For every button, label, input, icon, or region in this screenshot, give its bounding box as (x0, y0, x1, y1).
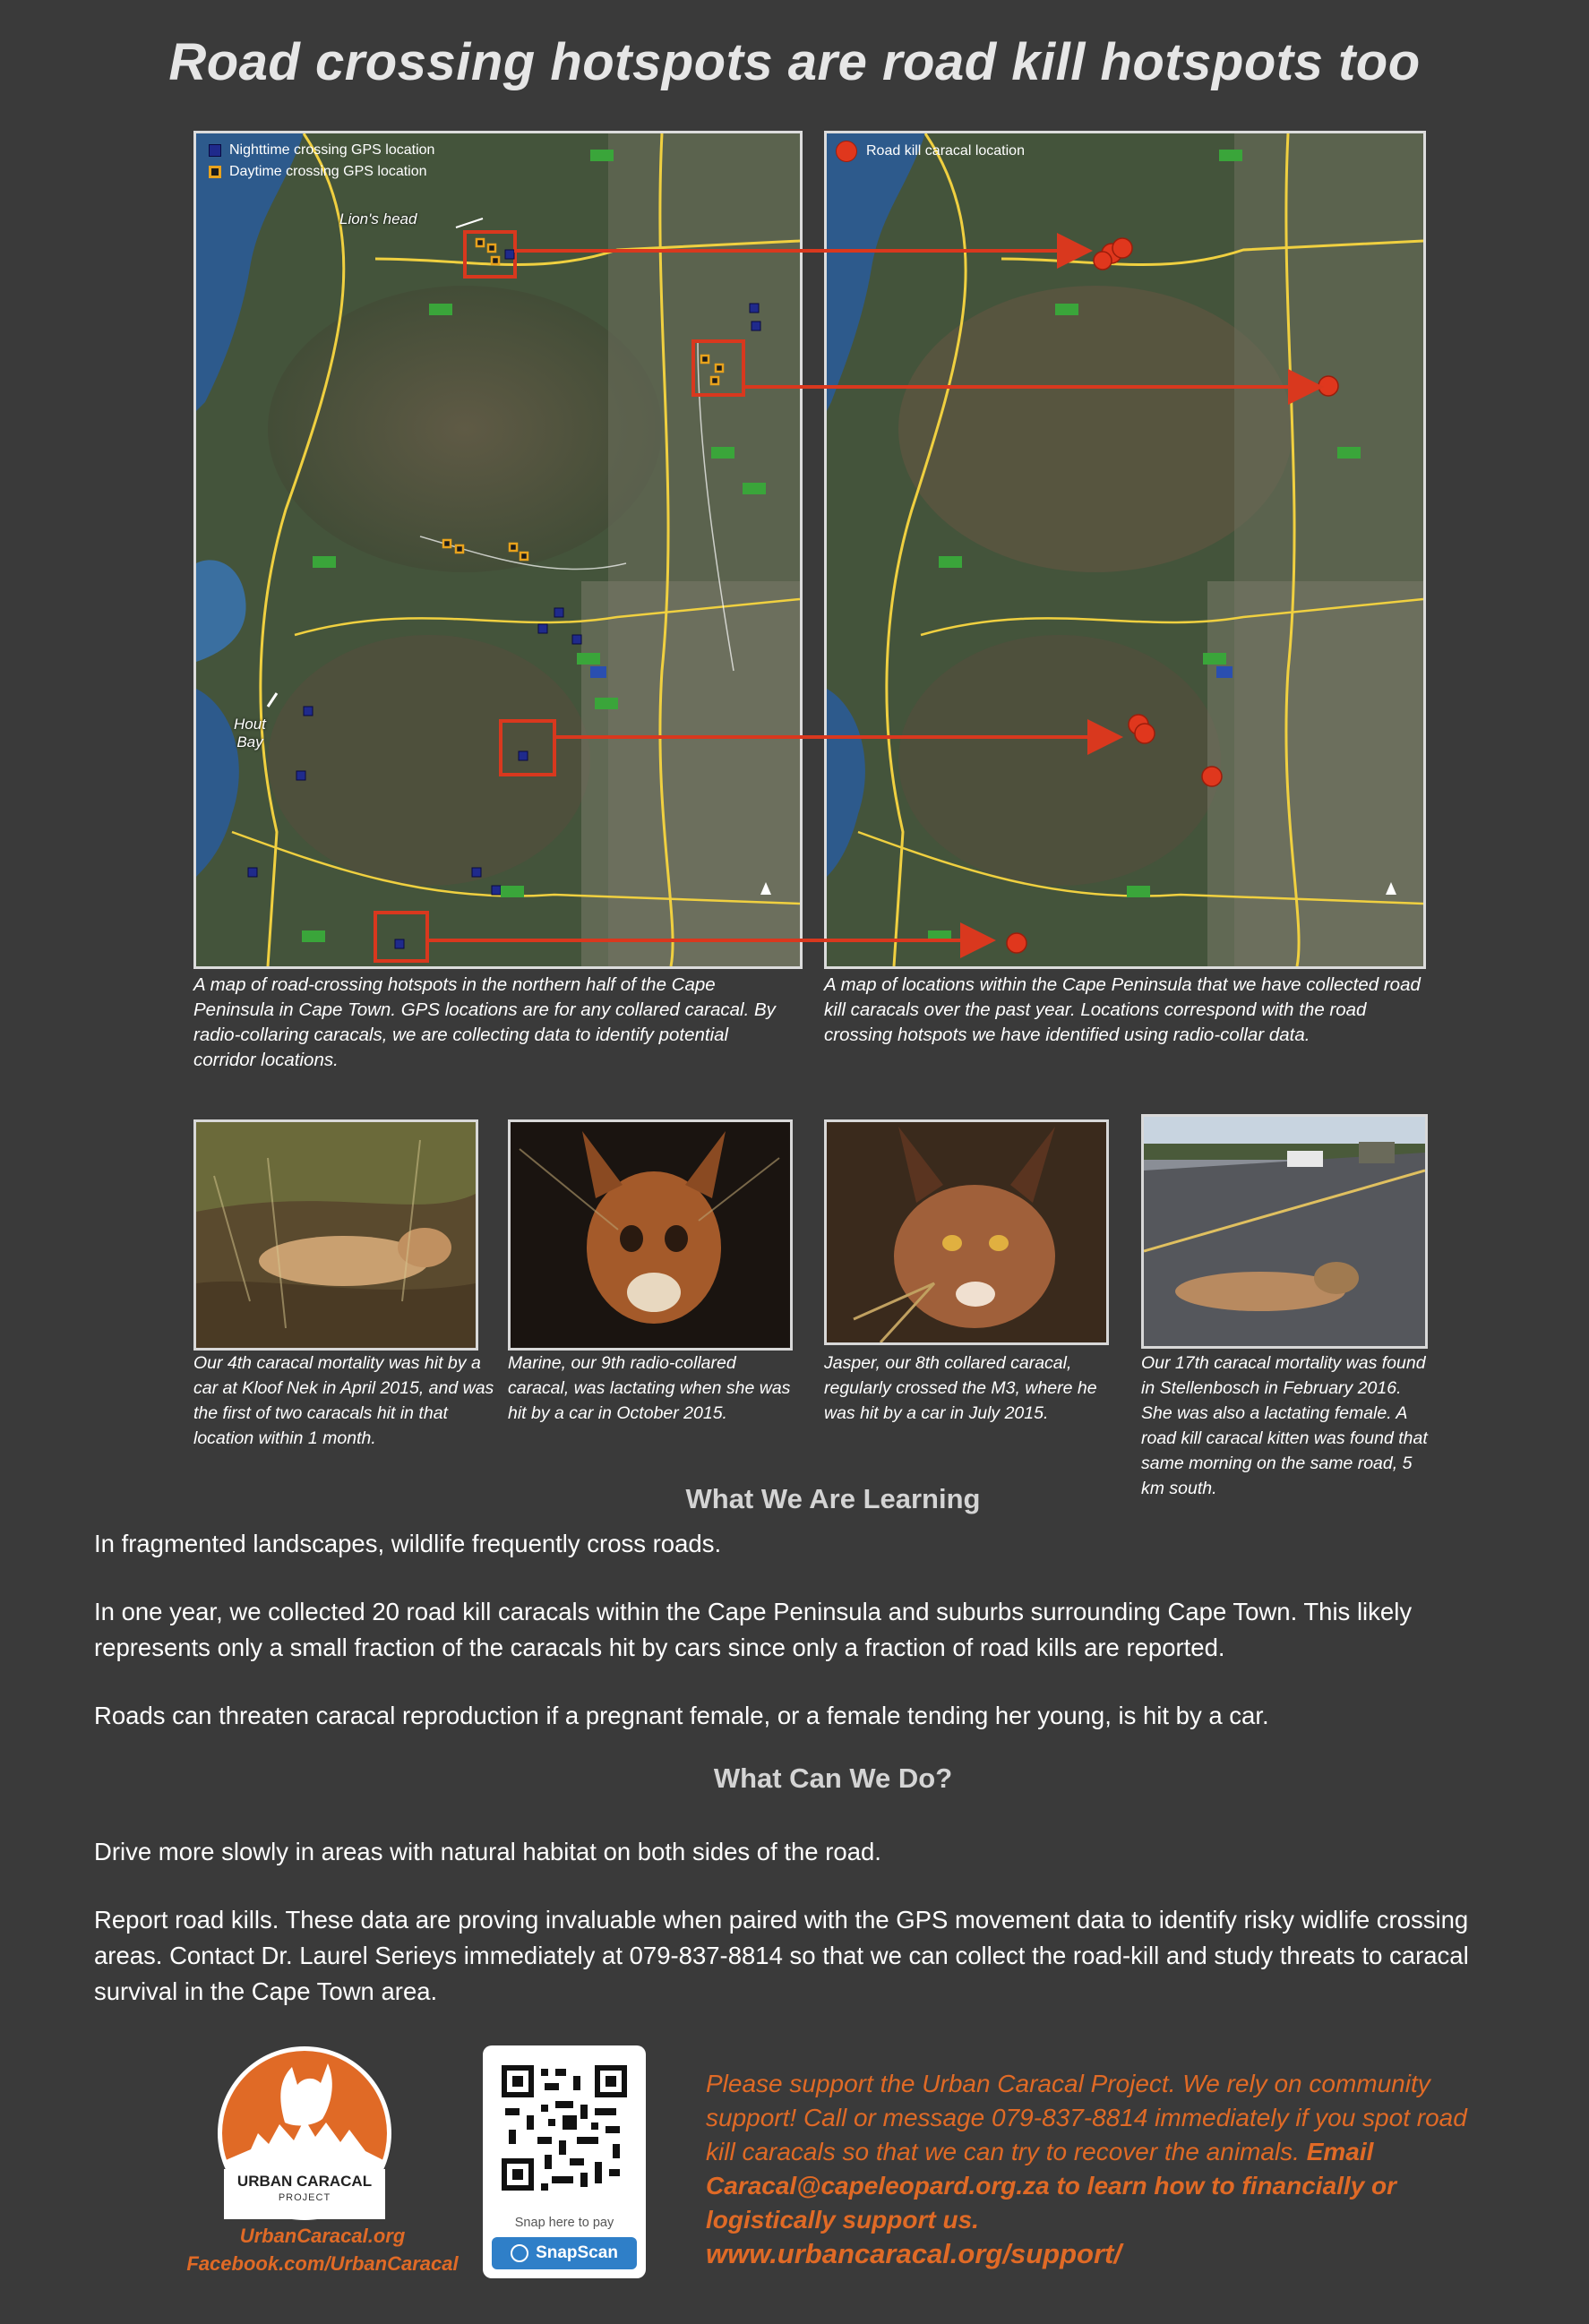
photo-caption-4: Our 17th caracal mortality was found in Stellenbosch in February 2016. She was also a lactating female. A road kill caracal kitten was found that same morning on the same road, 5 km south. (1141, 1353, 1428, 1498)
learning-paragraph-1: In fragmented landscapes, wildlife frequently cross roads. (94, 1530, 722, 1557)
legend-night-label: Nighttime crossing GPS location (229, 142, 435, 158)
legend-day-label: Daytime crossing GPS location (229, 164, 427, 179)
snapscan-qr-card[interactable] (483, 2045, 646, 2278)
crossing-hotspot-map (193, 131, 803, 969)
photo-caption-3: Jasper, our 8th collared caracal, regularly crossed the M3, where he was hit by a car in July 2015. (824, 1353, 1097, 1423)
photo-stellenbosch-caracal (1141, 1114, 1428, 1349)
roadkill-location-map (824, 131, 1426, 969)
page-title: Road crossing hotspots are road kill hotspots too (168, 33, 1421, 91)
qr-code-icon (502, 2065, 627, 2191)
photo-kloof-nek-caracal (193, 1119, 478, 1351)
facebook-link[interactable]: Facebook.com/UrbanCaracal (186, 2252, 459, 2275)
photo-marine-caracal (508, 1119, 793, 1351)
photo-caption-1: Our 4th caracal mortality was hit by a car at Kloof Nek in April 2015, and was the first of two caracals hit in that location within 1 month. (193, 1353, 494, 1448)
urban-caracal-logo (215, 2044, 394, 2223)
support-message (706, 2067, 1494, 2271)
project-links (161, 2222, 484, 2277)
hout-bay-label: Hout Bay (234, 716, 266, 750)
action-heading: What Can We Do? (713, 1762, 953, 1794)
logo-title: URBAN CARACAL (236, 2173, 373, 2190)
photo-jasper-caracal (824, 1119, 1109, 1345)
crossing-map-legend (209, 142, 434, 185)
crossing-map-caption: A map of road-crossing hotspots in the northern half of the Cape Peninsula in Cape Town. GPS locations are for any collared caracal. By radio-collaring caracals, we are collecting data to identify potential corridor locations. (193, 974, 776, 1070)
learning-paragraph-3: Roads can threaten caracal reproduction if a pregnant female, or a female tending her young, is hit by a car. (94, 1702, 1269, 1729)
snapscan-button[interactable] (492, 2237, 637, 2269)
support-url-link[interactable]: www.urbancaracal.org/support/ (706, 2238, 1121, 2269)
photo-caption-2: Marine, our 9th radio-collared caracal, was lactating when she was hit by a car in October 2015. (508, 1353, 791, 1423)
roadkill-map-legend (836, 141, 1025, 167)
snapscan-button-label: SnapScan (536, 2243, 618, 2262)
day-marker-icon (209, 166, 221, 178)
action-paragraph-2: Report road kills. These data are proving invaluable when paired with the GPS movement data to identify risky widlife crossing areas. Contact Dr. Laurel Serieys immediately at 079-837-8814 so that we can collect the road-kill and study threats to caracal survival in the Cape Town area. (94, 1906, 1469, 2005)
website-link[interactable]: UrbanCaracal.org (239, 2225, 406, 2247)
lions-head-label: Lion's head (339, 210, 417, 227)
snapscan-icon (511, 2244, 528, 2262)
legend-roadkill-label: Road kill caracal location (866, 143, 1025, 159)
action-paragraph-1: Drive more slowly in areas with natural habitat on both sides of the road. (94, 1838, 881, 1865)
roadkill-marker-icon (836, 141, 857, 162)
logo-subtitle: PROJECT (278, 2192, 331, 2203)
qr-label: Snap here to pay (514, 2216, 614, 2230)
support-text: Please support the Urban Caracal Project. We rely on community support! Call or message 079-837-8814 immediately if you spot road kill caracals so that we can try to recover the animals. (706, 2070, 1467, 2165)
roadkill-map-terrain (827, 133, 1423, 966)
support-email-text: Email Caracal@capeleopard.org.za to learn how to financially or logistically support us. (706, 2138, 1397, 2234)
night-marker-icon (209, 144, 221, 157)
learning-paragraph-2: In one year, we collected 20 road kill caracals within the Cape Peninsula and suburbs surrounding Cape Town. This likely represents only a small fraction of the caracals hit by cars since only a fraction of road kills are reported. (94, 1598, 1413, 1661)
crossing-map-terrain (196, 133, 800, 966)
learning-heading: What We Are Learning (685, 1483, 981, 1514)
roadkill-map-caption: A map of locations within the Cape Peninsula that we have collected road kill caracals over the past year. Locations correspond with the road crossing hotspots we have identified using radio-collar data. (824, 974, 1421, 1045)
